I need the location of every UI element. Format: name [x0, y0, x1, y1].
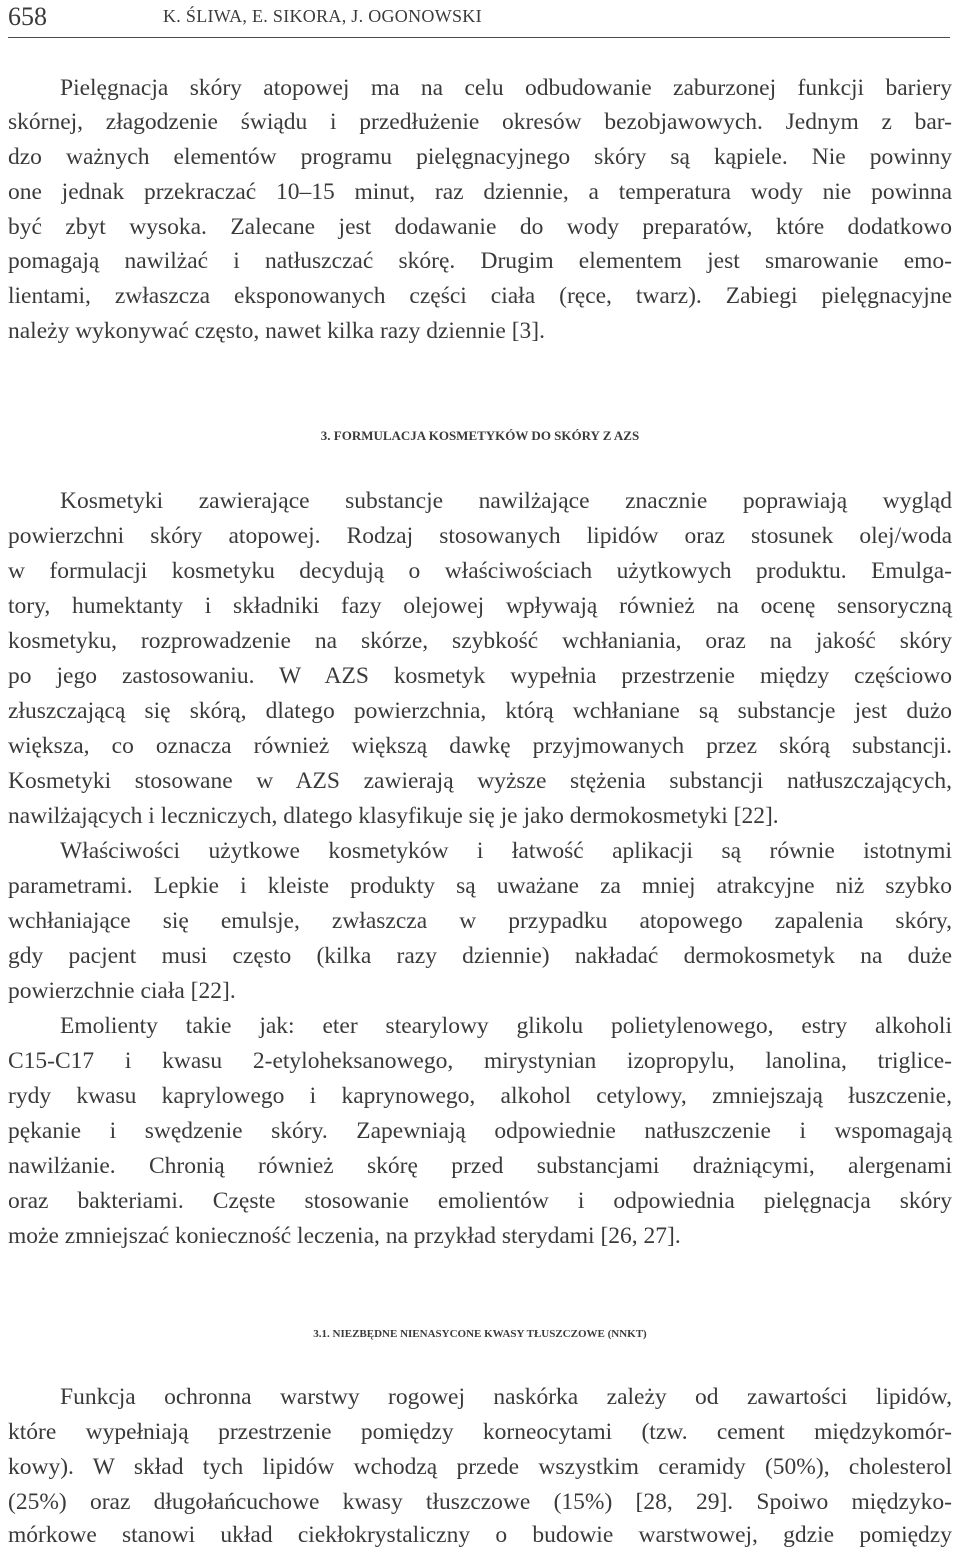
text-line: Właściwości użytkowe kosmetyków i łatwość aplikacji są równie istotnymi: [60, 838, 952, 864]
text-line: nawilżanie. Chronią również skórę przed substancjami drażniącymi, alergenami: [8, 1153, 952, 1179]
text-line: które wypełniają przestrzenie pomiędzy korneocytami (tzw. cement międzykomór-: [8, 1419, 952, 1445]
text-line: lientami, zwłaszcza eksponowanych części ciała (ręce, twarz). Zabiegi pielęgnacyjne: [8, 283, 952, 309]
page-number: 658: [8, 2, 47, 31]
text-line: pękanie i swędzenie skóry. Zapewniają odpowiednie natłuszczenie i wspomagają: [8, 1118, 952, 1144]
text-line: powierzchnie ciała [22].: [8, 978, 236, 1004]
text-line: kowy). W skład tych lipidów wchodzą przede wszystkim ceramidy (50%), cholesterol: [8, 1454, 952, 1480]
text-line: Pielęgnacja skóry atopowej ma na celu odbudowanie zaburzonej funkcji bariery: [60, 75, 952, 101]
running-head: K. ŚLIWA, E. SIKORA, J. OGONOWSKI: [163, 6, 482, 26]
text-line: skórnej, złagodzenie świądu i przedłużenie okresów bezobjawowych. Jednym z bar-: [8, 109, 952, 135]
text-line: Kosmetyki zawierające substancje nawilżające znacznie poprawiają wygląd: [60, 488, 952, 514]
text-line: nawilżających i leczniczych, dlatego klasyfikuje się je jako dermokosmetyki [22].: [8, 803, 779, 829]
text-line: kosmetyku, rozprowadzenie na skórze, szybkość wchłaniania, oraz na jakość skóry: [8, 628, 952, 654]
text-line: należy wykonywać często, nawet kilka razy dziennie [3].: [8, 318, 546, 344]
text-line: C15-C17 i kwasu 2-etyloheksanowego, mirystynian izopropylu, lanolina, triglice-: [8, 1048, 952, 1074]
text-line: one jednak przekraczać 10–15 minut, raz dziennie, a temperatura wody nie powinna: [8, 179, 952, 205]
text-line: gdy pacjent musi często (kilka razy dziennie) nakładać dermokosmetyk na duże: [8, 943, 952, 969]
text-line: może zmniejszać konieczność leczenia, na przykład sterydami [26, 27].: [8, 1223, 681, 1249]
text-line: mórkowe stanowi układ ciekłokrystaliczny o budowie warstwowej, gdzie pomiędzy: [8, 1522, 952, 1548]
text-line: w formulacji kosmetyku decydują o właściwościach użytkowych produktu. Emulga-: [8, 558, 952, 584]
text-line: wchłaniające się emulsje, zwłaszcza w przypadku atopowego zapalenia skóry,: [8, 908, 952, 934]
text-line: tory, humektanty i składniki fazy olejowej wpływają również na ocenę sensoryczną: [8, 593, 952, 619]
header-rule: [8, 37, 950, 38]
subsection-heading: 3.1. NIEZBĘDNE NIENASYCONE KWASY TŁUSZCZOWE (NNKT): [313, 1328, 647, 1340]
text-line: większa, co oznacza również większą dawkę przyjmowanych przez skórą substancji.: [8, 733, 952, 759]
text-line: po jego zastosowaniu. W AZS kosmetyk wypełnia przestrzenie między częściowo: [8, 663, 952, 689]
page-header: [8, 0, 950, 36]
text-line: Funkcja ochronna warstwy rogowej naskórka zależy od zawartości lipidów,: [60, 1384, 952, 1410]
section-heading: 3. FORMULACJA KOSMETYKÓW DO SKÓRY Z AZS: [320, 428, 640, 443]
text-line: dzo ważnych elementów programu pielęgnacyjnego skóry są kąpiele. Nie powinny: [8, 144, 952, 170]
text-line: złuszczającą się skórą, dlatego powierzchnia, którą wchłaniane są substancje jest dużo: [8, 698, 952, 724]
text-line: rydy kwasu kaprylowego i kaprynowego, alkohol cetylowy, zmniejszają łuszczenie,: [8, 1083, 952, 1109]
text-line: Kosmetyki stosowane w AZS zawierają wyższe stężenia substancji natłuszczających,: [8, 768, 952, 794]
text-line: powierzchni skóry atopowej. Rodzaj stosowanych lipidów oraz stosunek olej/woda: [8, 523, 952, 549]
text-line: parametrami. Lepkie i kleiste produkty są uważane za mniej atrakcyjne niż szybko: [8, 873, 952, 899]
text-line: oraz bakteriami. Częste stosowanie emolientów i odpowiednia pielęgnacja skóry: [8, 1188, 952, 1214]
text-line: (25%) oraz długołańcuchowe kwasy tłuszczowe (15%) [28, 29]. Spoiwo międzyko-: [8, 1489, 952, 1515]
text-line: być zbyt wysoka. Zalecane jest dodawanie do wody preparatów, które dodatkowo: [8, 214, 952, 240]
text-line: Emolienty takie jak: eter stearylowy glikolu polietylenowego, estry alkoholi: [60, 1013, 952, 1039]
text-line: pomagają nawilżać i natłuszczać skórę. Drugim elementem jest smarowanie emo-: [8, 248, 952, 274]
